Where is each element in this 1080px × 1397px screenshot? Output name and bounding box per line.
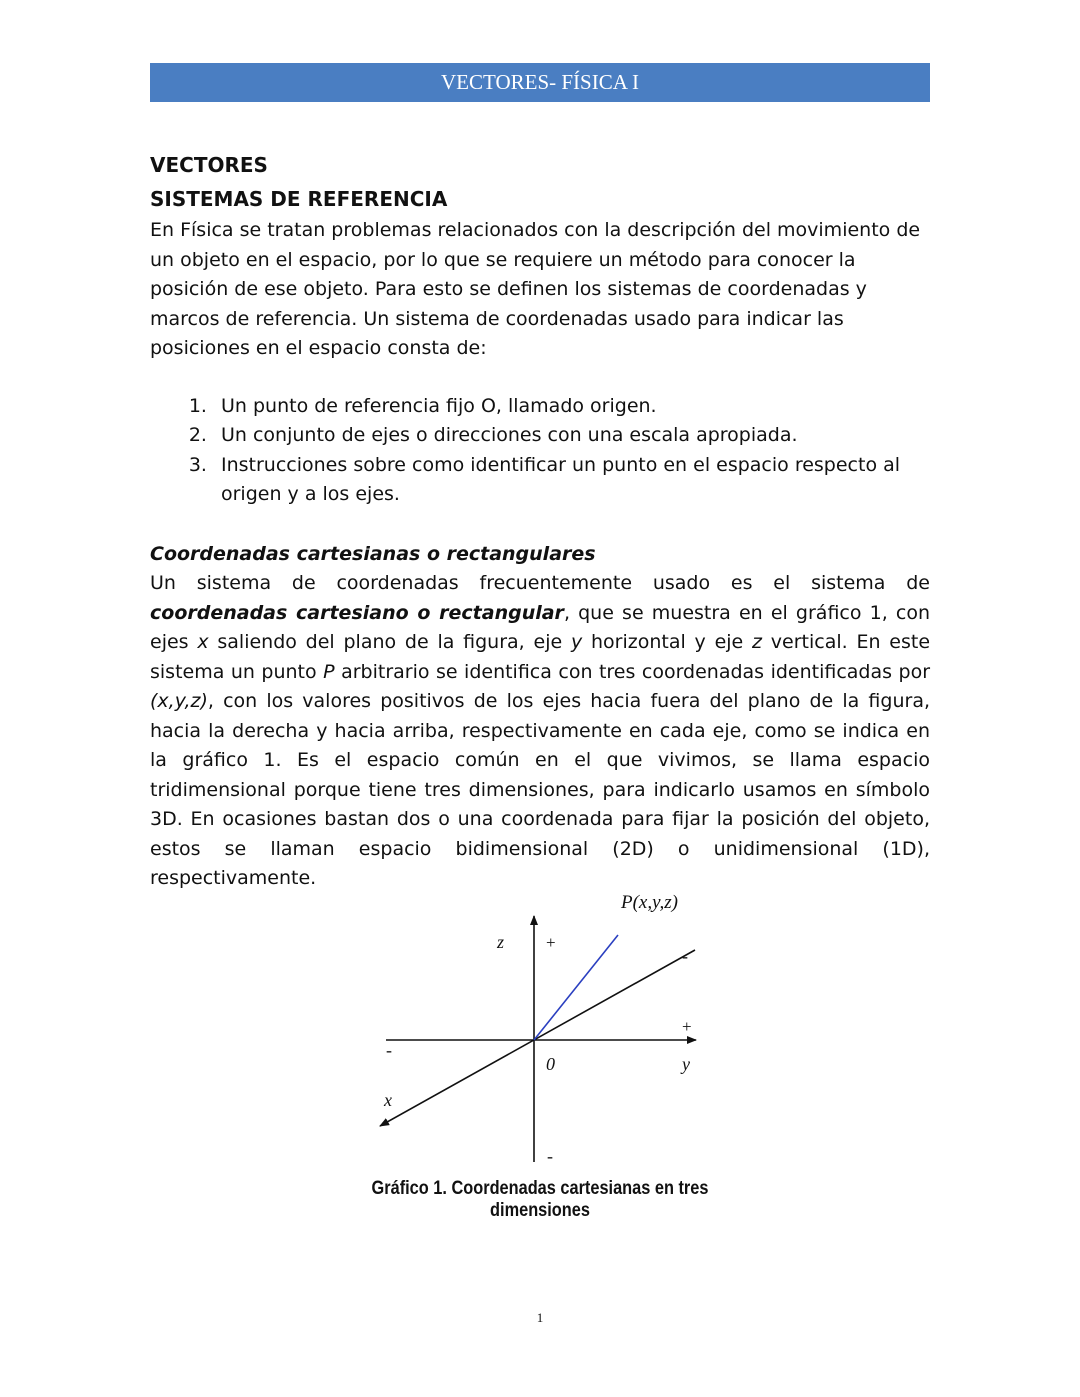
page-header-bar — [150, 63, 930, 102]
text-run: arbitrario se identifica con tres coordenadas identificadas por — [334, 660, 931, 683]
header-title: VECTORES- FÍSICA I — [441, 70, 639, 94]
emphasis-term: coordenadas cartesiano o rectangular — [150, 601, 564, 624]
y-negative-sign: - — [682, 946, 688, 966]
section-heading: SISTEMAS DE REFERENCIA — [150, 187, 448, 211]
var-y: y — [570, 631, 583, 653]
coordinates-notation: (x,y,z) — [150, 690, 208, 712]
text-run: Un sistema de coordenadas frecuentemente usado es el sistema de — [150, 572, 930, 594]
x-negative-sign: - — [386, 1040, 392, 1060]
document-body — [150, 148, 930, 894]
text-run: horizontal y eje — [582, 631, 753, 653]
cartesian-axes-figure — [360, 882, 720, 1172]
page-number: 1 — [536, 1310, 544, 1325]
list-item: 3. Instrucciones sobre como identificar un punto en el espacio respecto al origen y a los ejes. — [213, 451, 930, 510]
var-z: z — [752, 631, 762, 653]
list-item: 1. Un punto de referencia fijo O, llamado origen. — [213, 392, 930, 422]
text-run: saliendo del plano de la figura, eje — [208, 631, 571, 653]
cartesian-paragraph — [150, 569, 930, 894]
text-run: , que se muestra en el gráfico 1, con ejes — [150, 601, 930, 653]
var-x: x — [197, 631, 209, 653]
requirements-list — [150, 392, 930, 510]
origin-label: 0 — [546, 1054, 555, 1074]
y-axis-label: y — [682, 1054, 690, 1074]
intro-paragraph: En Física se tratan problemas relacionados con la descripción del movimiento de un objeto en el espacio, por lo que se requiere un método para conocer la posición de ese objeto. Para esto se definen los sistemas de coordenadas y marcos de referencia. Un sistema de coordenadas usado para indicar las posiciones en el espacio consta de: — [150, 219, 921, 359]
x-axis — [380, 950, 695, 1126]
subsection-heading: Coordenadas cartesianas o rectangulares — [150, 542, 596, 565]
var-p: P — [323, 660, 335, 683]
z-axis-label: z — [497, 932, 505, 952]
z-negative-sign: - — [547, 1146, 553, 1166]
figure-caption: Gráfico 1. Coordenadas cartesianas en tres dimensiones — [371, 1178, 709, 1221]
z-positive-sign: + — [546, 933, 556, 952]
text-run: vertical. En este sistema un punto — [150, 631, 931, 683]
point-label: P(x,y,z) — [621, 892, 678, 913]
x-axis-label: x — [384, 1090, 392, 1110]
list-item: 2. Un conjunto de ejes o direcciones con una escala apropiada. — [213, 421, 930, 451]
main-heading: VECTORES — [150, 153, 268, 177]
y-positive-sign: + — [682, 1017, 692, 1036]
text-run: , con los valores positivos de los ejes hacia fuera del plano de la figura, hacia la derecha y hacia arriba, respectivamente en cada eje, como se indica en la gráfico 1. Es el espacio común en el que vivimos, se llama espacio tridimensional porque tiene tres dimensiones, para indicarlo usamos en símbolo 3D. En ocasiones bastan dos o una coordenada para fijar la posición del objeto, estos se llaman espacio bidimensional (2D) o unidimensional (1D), respectivamente. — [150, 690, 930, 889]
